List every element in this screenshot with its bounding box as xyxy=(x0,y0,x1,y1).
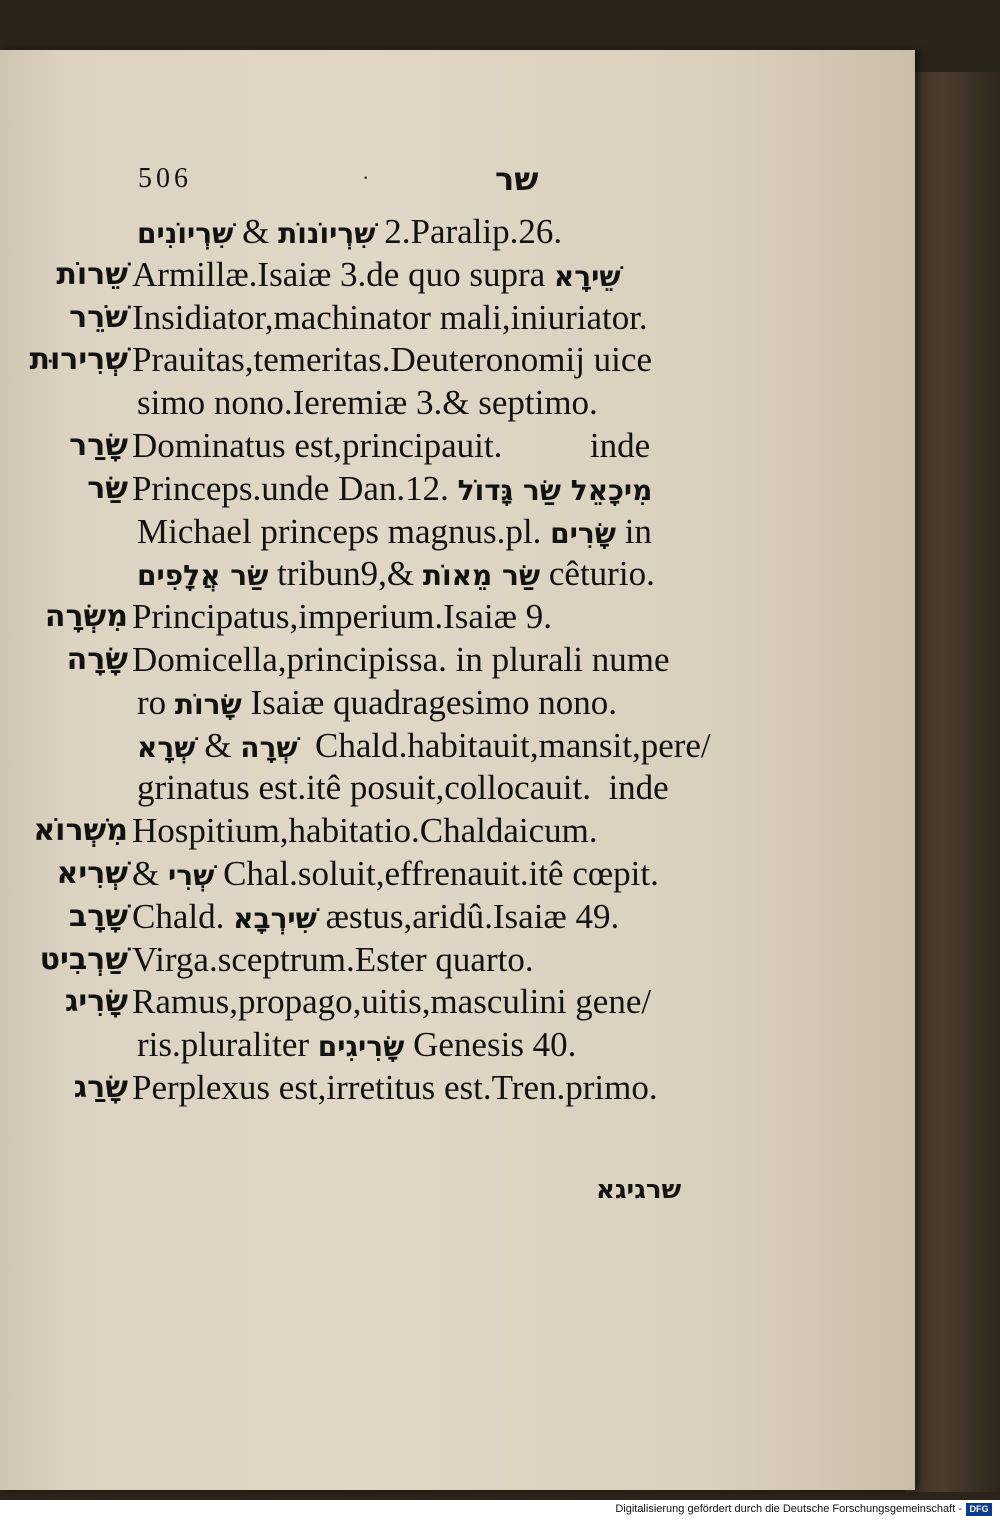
latin-text: Michael princeps magnus.pl. xyxy=(137,511,551,551)
entry-line xyxy=(137,768,669,808)
entry-line xyxy=(137,683,617,725)
entry-headword: מִשְׁרוֹא xyxy=(33,813,128,849)
latin-text: cêturio. xyxy=(540,554,655,594)
entry-line xyxy=(132,1068,658,1108)
hebrew-word: שַׂר מֵאוֹת xyxy=(422,559,541,593)
hebrew-word: שְׁרָה xyxy=(240,730,298,764)
latin-text: Chald. xyxy=(132,896,234,936)
hebrew-word: שִׁרְיוֹנוֹת xyxy=(278,217,376,250)
latin-text: Principatus,imperium.Isaiæ 9. xyxy=(132,597,552,637)
latin-text: & xyxy=(132,854,168,893)
entry-line xyxy=(132,640,670,680)
footer-credit: Digitalisierung gefördert durch die Deutsche Forschungsgemeinschaft - xyxy=(615,1503,962,1515)
entry-headword: שָׂרָה xyxy=(66,642,128,677)
latin-text: & xyxy=(233,212,279,251)
entry-headword: שַׂר xyxy=(87,470,128,506)
entry-headword: שָׂרִיג xyxy=(64,984,128,1020)
latin-text: tribun9,& xyxy=(268,554,423,594)
hebrew-word: שְׁרִי xyxy=(167,859,215,892)
running-head: שר xyxy=(495,160,539,198)
entry-line xyxy=(132,940,534,980)
latin-text: æstus,aridû.Isaiæ 49. xyxy=(316,896,620,936)
entry-line xyxy=(132,982,651,1022)
hebrew-word: שָׂרִיגִים xyxy=(317,1030,405,1064)
hebrew-word: שָׂרִים xyxy=(550,516,616,550)
latin-text: grinatus est.itê posuit,collocauit. inde xyxy=(137,768,669,808)
running-head-mark: · xyxy=(362,165,370,190)
hebrew-word: שִׁירְבָא xyxy=(233,901,317,935)
dfg-logo: DFG xyxy=(966,1503,992,1516)
digitization-footer xyxy=(0,1500,1000,1520)
entry-line xyxy=(137,383,598,423)
latin-text: Hospitium,habitatio.Chaldaicum. xyxy=(132,811,598,851)
entry-line xyxy=(132,597,552,637)
latin-text: simo nono.Ieremiæ 3.& septimo. xyxy=(137,383,598,423)
entry-headword: שָׁרָב xyxy=(68,898,128,934)
latin-text: Dominatus est,principauit. inde xyxy=(132,426,651,465)
entry-line xyxy=(132,426,650,466)
latin-text: Virga.sceptrum.Ester quarto. xyxy=(132,939,534,979)
latin-text: in xyxy=(615,511,652,551)
entry-headword: שְׁרִירוּת xyxy=(29,342,128,378)
hebrew-word: מִיכָאֵל שַׂר גָּדוֹל xyxy=(457,473,653,507)
catchword: שרגיגא xyxy=(596,1175,682,1205)
entry-headword: שֹׁרֵר xyxy=(69,299,128,335)
latin-text: ro xyxy=(137,682,175,722)
entry-line xyxy=(132,811,598,851)
entry-line xyxy=(132,469,652,511)
hebrew-word: שֵׁירָא xyxy=(553,259,621,293)
hebrew-word: שִׁרְיוֹנִים xyxy=(137,217,234,250)
latin-text: Insidiator,machinator mali,iniuriator. xyxy=(132,297,648,337)
latin-text: 2.Paralip.26. xyxy=(375,212,563,251)
latin-text: Chald.habitauit,mansit,pere/ xyxy=(297,725,711,765)
entry-line xyxy=(132,255,621,297)
entry-headword: שַׁרְבִיט xyxy=(39,941,128,977)
latin-text: Domicella,principissa. in plurali nume xyxy=(132,640,670,679)
latin-text: ris.pluraliter xyxy=(137,1025,318,1065)
latin-text: Princeps.unde Dan.12. xyxy=(132,468,458,508)
latin-text: Perplexus est,irretitus est.Tren.primo. xyxy=(132,1068,658,1107)
latin-text: Prauitas,temeritas.Deuteronomij uice xyxy=(132,340,652,380)
hebrew-word: שַׂר אֲלָפִים xyxy=(137,559,269,593)
latin-text: Isaiæ quadragesimo nono. xyxy=(241,682,617,722)
latin-text: & xyxy=(195,725,241,765)
entry-headword: מִשְׂרָה xyxy=(44,599,128,635)
entry-line xyxy=(137,726,711,768)
entry-line xyxy=(132,298,648,338)
latin-text: Chal.soluit,effrenauit.itê cœpit. xyxy=(214,854,659,893)
latin-text: Armillæ.Isaiæ 3.de quo supra xyxy=(132,254,554,294)
entry-line xyxy=(137,512,652,554)
entry-headword: שְׁרִיא xyxy=(56,856,128,891)
entry-line xyxy=(132,854,659,896)
entry-line xyxy=(132,897,619,939)
entry-line xyxy=(137,554,655,596)
latin-text: Genesis 40. xyxy=(404,1025,577,1065)
page-number: 506 xyxy=(138,163,192,194)
facing-page-edge xyxy=(905,72,1000,1492)
entry-line xyxy=(132,340,652,380)
latin-text: Ramus,propago,uitis,masculini gene/ xyxy=(132,982,652,1022)
entry-line xyxy=(137,212,562,254)
entry-headword: שָׂרַג xyxy=(73,1070,128,1105)
hebrew-word: שָׂרוֹת xyxy=(174,687,242,721)
hebrew-word: שְׁרָא xyxy=(137,730,196,764)
entry-headword: שֵׁרוֹת xyxy=(56,256,128,292)
entry-line xyxy=(137,1025,576,1067)
entry-headword: שָׂרַר xyxy=(69,428,128,463)
